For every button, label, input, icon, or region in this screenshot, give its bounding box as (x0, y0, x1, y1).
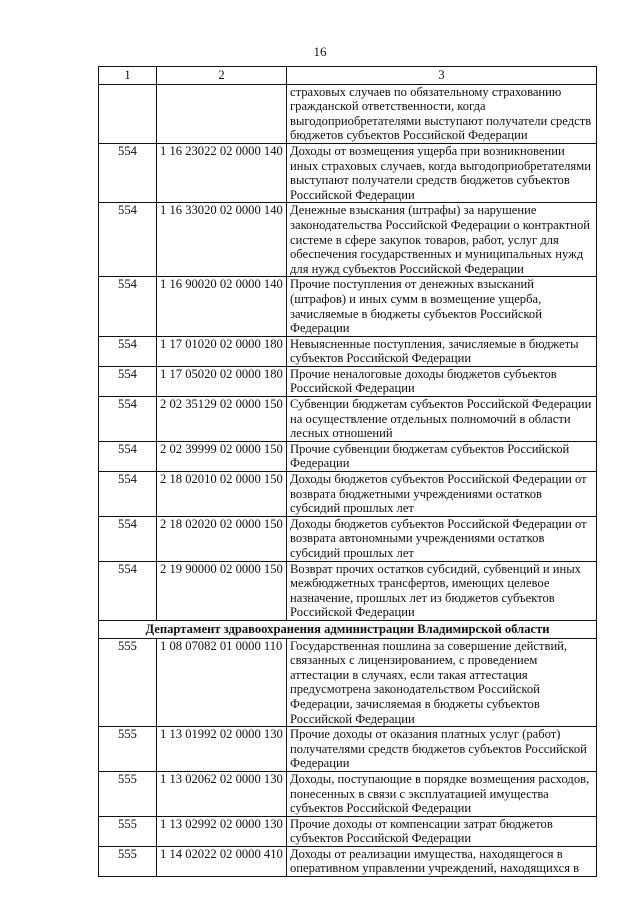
table-row (99, 203, 597, 277)
budget-code: 2 18 02020 02 0000 150 (157, 516, 287, 561)
admin-code: 554 (99, 516, 157, 561)
header-col-3: 3 (287, 67, 597, 85)
revenue-description: страховых случаев по обязательному страхованию гражданской ответственности, когда выгодоприобретателями выступают получатели средств бюджетов субъектов Российской Федерации (287, 84, 597, 143)
header-row (99, 67, 597, 85)
admin-code: 554 (99, 336, 157, 366)
revenue-description: Доходы бюджетов субъектов Российской Федерации от возврата автономными учреждениями остатков субсидий прошлых лет (287, 516, 597, 561)
table-row (99, 846, 597, 876)
table-row (99, 366, 597, 396)
table-row (99, 143, 597, 202)
revenue-table (98, 66, 597, 877)
revenue-description: Прочие поступления от денежных взысканий (штрафов) и иных сумм в возмещение ущерба, зачисляемые в бюджеты субъектов Российской Федерации (287, 277, 597, 336)
page-number: 16 (313, 44, 327, 59)
admin-code: 554 (99, 366, 157, 396)
revenue-description: Доходы, поступающие в порядке возмещения расходов, понесенных в связи с эксплуатацией имущества субъектов Российской Федерации (287, 771, 597, 816)
table-row (99, 397, 597, 442)
admin-code (99, 84, 157, 143)
table-row (99, 84, 597, 143)
admin-code: 554 (99, 397, 157, 442)
table-row (99, 816, 597, 846)
admin-code: 554 (99, 143, 157, 202)
budget-code (157, 84, 287, 143)
revenue-description: Государственная пошлина за совершение действий, связанных с лицензированием, с проведением аттестации в случаях, если такая аттестация предусмотрена законодательством Российской Федерации, зачисляемая в бюджеты субъектов Российской Федерации (287, 638, 597, 727)
budget-code: 1 17 01020 02 0000 180 (157, 336, 287, 366)
admin-code: 555 (99, 638, 157, 727)
revenue-description: Невыясненные поступления, зачисляемые в бюджеты субъектов Российской Федерации (287, 336, 597, 366)
admin-code: 554 (99, 472, 157, 517)
header-col-1: 1 (99, 67, 157, 85)
section-header-row (99, 620, 597, 638)
budget-code: 2 19 90000 02 0000 150 (157, 561, 287, 620)
table-row (99, 277, 597, 336)
budget-code: 1 14 02022 02 0000 410 (157, 846, 287, 876)
table-row (99, 441, 597, 471)
table-row (99, 561, 597, 620)
revenue-description: Прочие доходы от оказания платных услуг (работ) получателями средств бюджетов субъектов Российской Федерации (287, 727, 597, 772)
budget-code: 1 13 02992 02 0000 130 (157, 816, 287, 846)
admin-code: 555 (99, 816, 157, 846)
revenue-description: Доходы от реализации имущества, находящегося в оперативном управлении учреждений, находящихся в (287, 846, 597, 876)
table-row (99, 472, 597, 517)
table-row (99, 638, 597, 727)
revenue-description: Субвенции бюджетам субъектов Российской Федерации на осуществление отдельных полномочий в области лесных отношений (287, 397, 597, 442)
revenue-description: Прочие субвенции бюджетам субъектов Российской Федерации (287, 441, 597, 471)
admin-code: 554 (99, 277, 157, 336)
budget-code: 2 02 35129 02 0000 150 (157, 397, 287, 442)
budget-code: 1 16 90020 02 0000 140 (157, 277, 287, 336)
admin-code: 555 (99, 771, 157, 816)
table-row (99, 336, 597, 366)
table-row (99, 516, 597, 561)
table-row (99, 771, 597, 816)
revenue-description: Прочие доходы от компенсации затрат бюджетов субъектов Российской Федерации (287, 816, 597, 846)
budget-code: 1 13 01992 02 0000 130 (157, 727, 287, 772)
budget-code: 1 16 23022 02 0000 140 (157, 143, 287, 202)
budget-code: 2 18 02010 02 0000 150 (157, 472, 287, 517)
table-row (99, 727, 597, 772)
admin-code: 554 (99, 561, 157, 620)
budget-code: 1 17 05020 02 0000 180 (157, 366, 287, 396)
budget-code: 1 08 07082 01 0000 110 (157, 638, 287, 727)
admin-code: 555 (99, 727, 157, 772)
budget-code: 2 02 39999 02 0000 150 (157, 441, 287, 471)
budget-code: 1 16 33020 02 0000 140 (157, 203, 287, 277)
revenue-description: Доходы бюджетов субъектов Российской Федерации от возврата бюджетными учреждениями остатков субсидий прошлых лет (287, 472, 597, 517)
revenue-description: Денежные взыскания (штрафы) за нарушение законодательства Российской Федерации о контрактной системе в сфере закупок товаров, работ, услуг для обеспечения государственных и муниципальных нужд для нужд субъектов Российской Федерации (287, 203, 597, 277)
admin-code: 555 (99, 846, 157, 876)
header-col-2: 2 (157, 67, 287, 85)
admin-code: 554 (99, 203, 157, 277)
revenue-description: Прочие неналоговые доходы бюджетов субъектов Российской Федерации (287, 366, 597, 396)
revenue-description: Возврат прочих остатков субсидий, субвенций и иных межбюджетных трансфертов, имеющих целевое назначение, прошлых лет из бюджетов субъектов Российской Федерации (287, 561, 597, 620)
admin-code: 554 (99, 441, 157, 471)
section-title: Департамент здравоохранения администрации Владимирской области (99, 620, 597, 638)
revenue-description: Доходы от возмещения ущерба при возникновении иных страховых случаев, когда выгодоприобретателями выступают получатели средств бюджетов субъектов Российской Федерации (287, 143, 597, 202)
budget-code: 1 13 02062 02 0000 130 (157, 771, 287, 816)
